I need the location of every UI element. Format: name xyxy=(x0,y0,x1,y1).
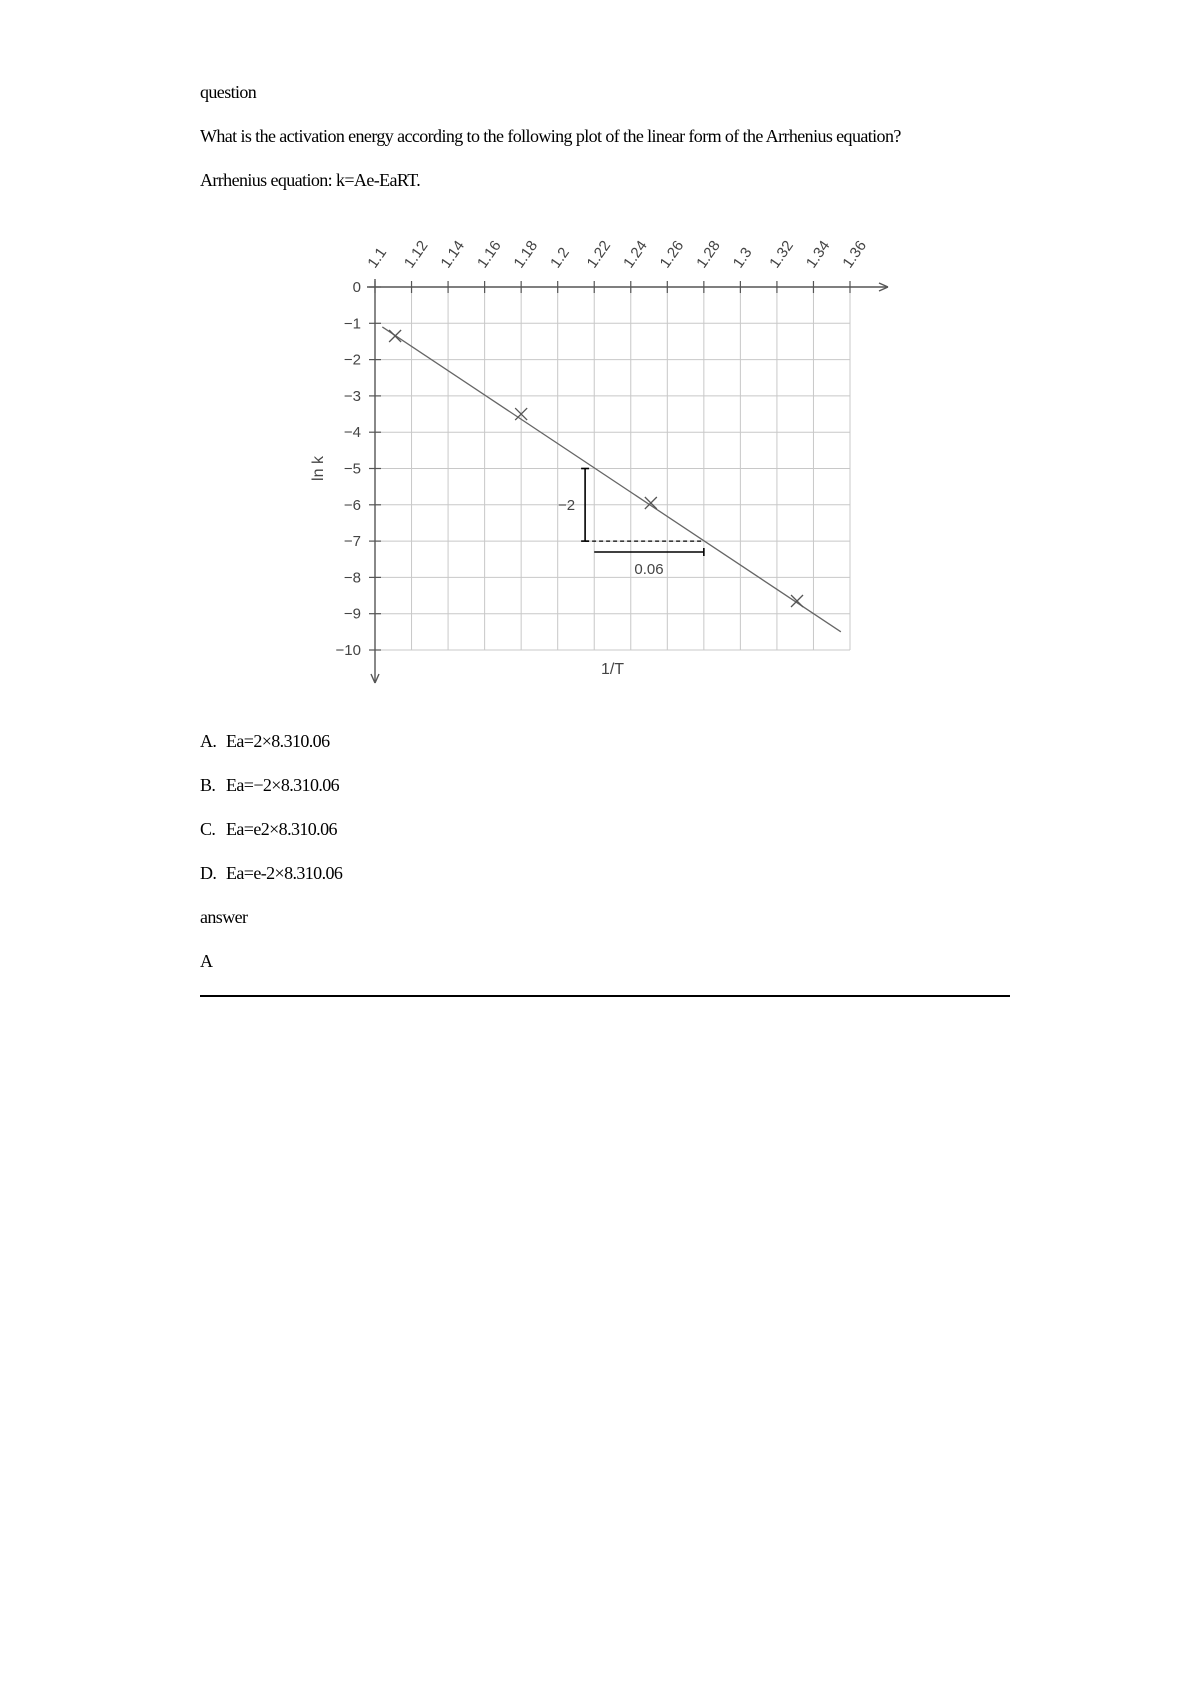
option-d xyxy=(200,863,342,884)
option-a xyxy=(200,731,330,752)
equation-text: Arrhenius equation: k=Ae-EaRT. xyxy=(200,170,421,190)
answer-label: answer xyxy=(200,907,248,927)
data-point xyxy=(791,595,803,607)
answer-value: A xyxy=(200,951,213,971)
x-tick-label: 1.26 xyxy=(656,237,688,272)
x-tick-label: 1.32 xyxy=(766,237,797,272)
option-text: Ea=2×8.310.06 xyxy=(226,731,330,751)
x-tick-label: 1.3 xyxy=(729,244,756,272)
y-tick-label: −5 xyxy=(343,460,361,478)
y-axis-label: ln k xyxy=(310,456,327,481)
x-tick-label: 1.24 xyxy=(620,237,651,272)
trend-line xyxy=(382,327,841,632)
y-tick-label: −2 xyxy=(343,351,361,369)
x-tick-label: 1.34 xyxy=(802,237,834,272)
x-tick-label: 1.1 xyxy=(364,244,391,272)
divider xyxy=(200,995,1010,997)
x-tick-label: 1.12 xyxy=(400,237,432,272)
run-label: 0.06 xyxy=(634,560,664,578)
x-tick-label: 1.28 xyxy=(693,237,724,272)
option-b xyxy=(200,775,339,796)
y-tick-label: −7 xyxy=(343,533,361,551)
arrhenius-chart xyxy=(100,215,920,695)
option-letter: B. xyxy=(200,775,216,795)
question-label: question xyxy=(200,82,257,102)
option-text: Ea=e-2×8.310.06 xyxy=(226,863,343,883)
option-letter: A. xyxy=(200,731,217,751)
x-tick-label: 1.18 xyxy=(510,237,542,272)
x-tick-label: 1.16 xyxy=(473,237,505,272)
y-tick-label: −6 xyxy=(343,496,361,514)
option-c xyxy=(200,819,337,840)
option-text: Ea=−2×8.310.06 xyxy=(226,775,340,795)
y-tick-label: −1 xyxy=(343,315,361,333)
data-point xyxy=(389,330,401,342)
x-axis-label: 1/T xyxy=(600,661,625,678)
question-text: What is the activation energy according to the following plot of the linear form of the Arrhenius equation? xyxy=(200,126,901,146)
y-tick-label: −10 xyxy=(335,642,361,659)
chart-svg xyxy=(100,215,920,695)
x-tick-label: 1.36 xyxy=(839,237,871,272)
x-tick-label: 1.14 xyxy=(437,237,469,272)
y-tick-label: −3 xyxy=(343,387,361,405)
y-tick-label: −9 xyxy=(343,605,361,623)
y-tick-label: −8 xyxy=(343,569,361,587)
option-letter: D. xyxy=(200,863,217,883)
rise-label: −2 xyxy=(557,496,576,514)
option-text: Ea=e2×8.310.06 xyxy=(226,819,337,839)
y-tick-label: −4 xyxy=(343,424,361,442)
option-letter: C. xyxy=(200,819,216,839)
y-tick-label: 0 xyxy=(352,279,361,296)
x-tick-label: 1.22 xyxy=(583,237,615,272)
x-tick-label: 1.2 xyxy=(547,244,573,272)
